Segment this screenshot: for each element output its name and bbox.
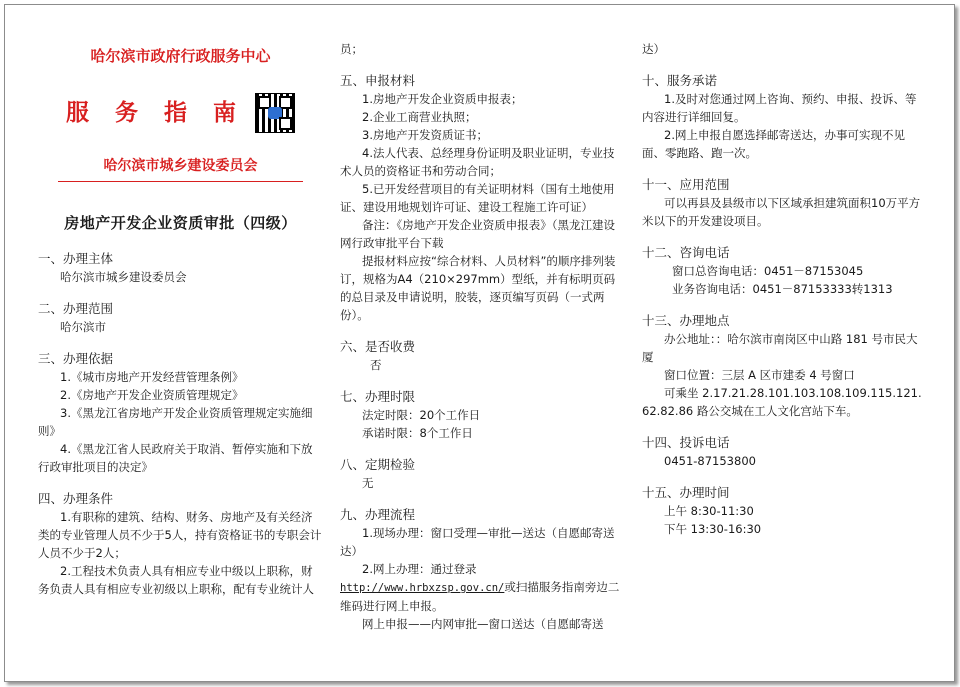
section-heading: 七、办理时限 (340, 389, 416, 404)
list-item: 3.房地产开发资质证书； (362, 128, 488, 142)
section-heading: 九、办理流程 (340, 507, 416, 522)
list-item: 1.有职称的建筑、结构、财务、房地产及有关经济类的专业管理人员不少于5人，持有资格证书的专职会计人员不少于2人； (38, 510, 322, 560)
list-item: 2.工程技术负责人具有相应专业中级以上职称，财务负责人具有相应专业初级以上职称，配有专业统计人 (38, 564, 314, 596)
section-heading: 十二、咨询电话 (642, 245, 730, 260)
section-heading: 三、办理依据 (38, 351, 114, 366)
section-heading: 一、办理主体 (38, 251, 114, 266)
list-item: 2.《房地产开发企业资质管理规定》 (60, 388, 244, 402)
column-left (38, 40, 323, 598)
column-right (642, 40, 927, 538)
section-body: 哈尔滨市城乡建设委员会 (60, 270, 187, 284)
list-item: 提报材料应按“综合材料、人员材料”的顺序排列装订，规格为A4（210×297mm）型纸，并有标明页码的总目录及申请说明，胶装，逐页编写页码（一式两份）。 (340, 254, 616, 322)
section-heading: 五、申报材料 (340, 73, 416, 88)
link-suffix: 或扫描服务指南旁边二维码进行网上申报。 (340, 580, 620, 613)
list-item: 可乘坐 2.17.21.28.101.103.108.109.115.121. 62.82.86 路公交城在工人文化宫站下车。 (642, 386, 922, 418)
section-heading: 四、办理条件 (38, 491, 114, 506)
list-item: 1.房地产开发企业资质申报表； (362, 92, 523, 106)
list-item: 业务咨询电话：0451－87153333转1313 (672, 282, 893, 296)
list-item: 上午 8:30-11:30 (664, 504, 754, 518)
list-item: 2.企业工商营业执照； (362, 110, 477, 124)
section-body: 哈尔滨市 (60, 320, 106, 334)
section-body: 否 (370, 358, 382, 372)
list-item: 2.网上申报自愿选择邮寄送达，办事可实现不见面、零跑路、跑一次。 (642, 128, 905, 160)
section-heading: 十、服务承诺 (642, 73, 718, 88)
section-heading: 六、是否收费 (340, 339, 416, 354)
list-item: 窗口位置：三层 A 区市建委 4 号窗口 (664, 368, 855, 382)
section-heading: 十三、办理地点 (642, 313, 730, 328)
divider (58, 181, 303, 182)
section-heading: 二、办理范围 (38, 301, 114, 316)
org-name: 哈尔滨市政府行政服务中心 (90, 47, 271, 65)
list-item: 1.《城市房地产开发经营管理条例》 (60, 370, 244, 384)
committee-name: 哈尔滨市城乡建设委员会 (103, 158, 258, 174)
list-item: 1.及时对您通过网上咨询、预约、申报、投诉、等内容进行详细回复。 (642, 92, 917, 124)
list-item: 5.已开发经营项目的有关证明材料（国有土地使用证、建设用地规划许可证、建设工程施工许可证） (340, 182, 615, 214)
list-item: 2.网上办理：通过登录 (362, 562, 477, 576)
list-item: 办公地址：：哈尔滨市南岗区中山路 181 号市民大厦 (642, 332, 918, 364)
section-body: 0451-87153800 (664, 454, 756, 468)
column-middle (340, 40, 625, 633)
list-item: 4.《黑龙江省人民政府关于取消、暂停实施和下放行政审批项目的决定》 (38, 442, 313, 474)
list-item (340, 578, 625, 615)
continued-text: 员； (340, 42, 363, 56)
list-item: 1.现场办理：窗口受理—审批—送达（自愿邮寄送达） (340, 526, 615, 558)
list-item: 窗口总咨询电话：0451－87153045 (672, 264, 864, 278)
website-link[interactable]: http://www.hrbxzsp.gov.cn/ (340, 582, 505, 594)
page-title: 房地产开发企业资质审批（四级） (64, 214, 297, 232)
guide-header (38, 93, 323, 133)
list-item: 网上申报——内网审批—窗口送达（自愿邮寄送 (362, 617, 604, 631)
section-heading: 十五、办理时间 (642, 485, 730, 500)
section-heading: 十一、应用范围 (642, 177, 730, 192)
list-item: 3.《黑龙江省房地产开发企业资质管理规定实施细则》 (38, 406, 313, 438)
list-item: 下午 13:30-16:30 (664, 522, 762, 536)
guide-title: 服 务 指 南 (65, 100, 246, 126)
section-heading: 十四、投诉电话 (642, 435, 730, 450)
section-heading: 八、定期检验 (340, 457, 416, 472)
qr-code-icon[interactable] (255, 93, 295, 133)
section-body: 可以再县及县级市以下区域承担建筑面积10万平方米以下的开发建设项目。 (642, 196, 921, 228)
list-item: 4.法人代表、总经理身份证明及职业证明，专业技术人员的资格证书和劳动合同； (340, 146, 615, 178)
continued-text: 达） (642, 42, 665, 56)
list-item: 备注：《房地产开发企业资质申报表》（黑龙江建设网行政审批平台下载 (340, 218, 615, 250)
list-item: 法定时限：20个工作日 (362, 408, 481, 422)
section-body: 无 (362, 476, 374, 490)
list-item: 承诺时限：8个工作日 (362, 426, 473, 440)
